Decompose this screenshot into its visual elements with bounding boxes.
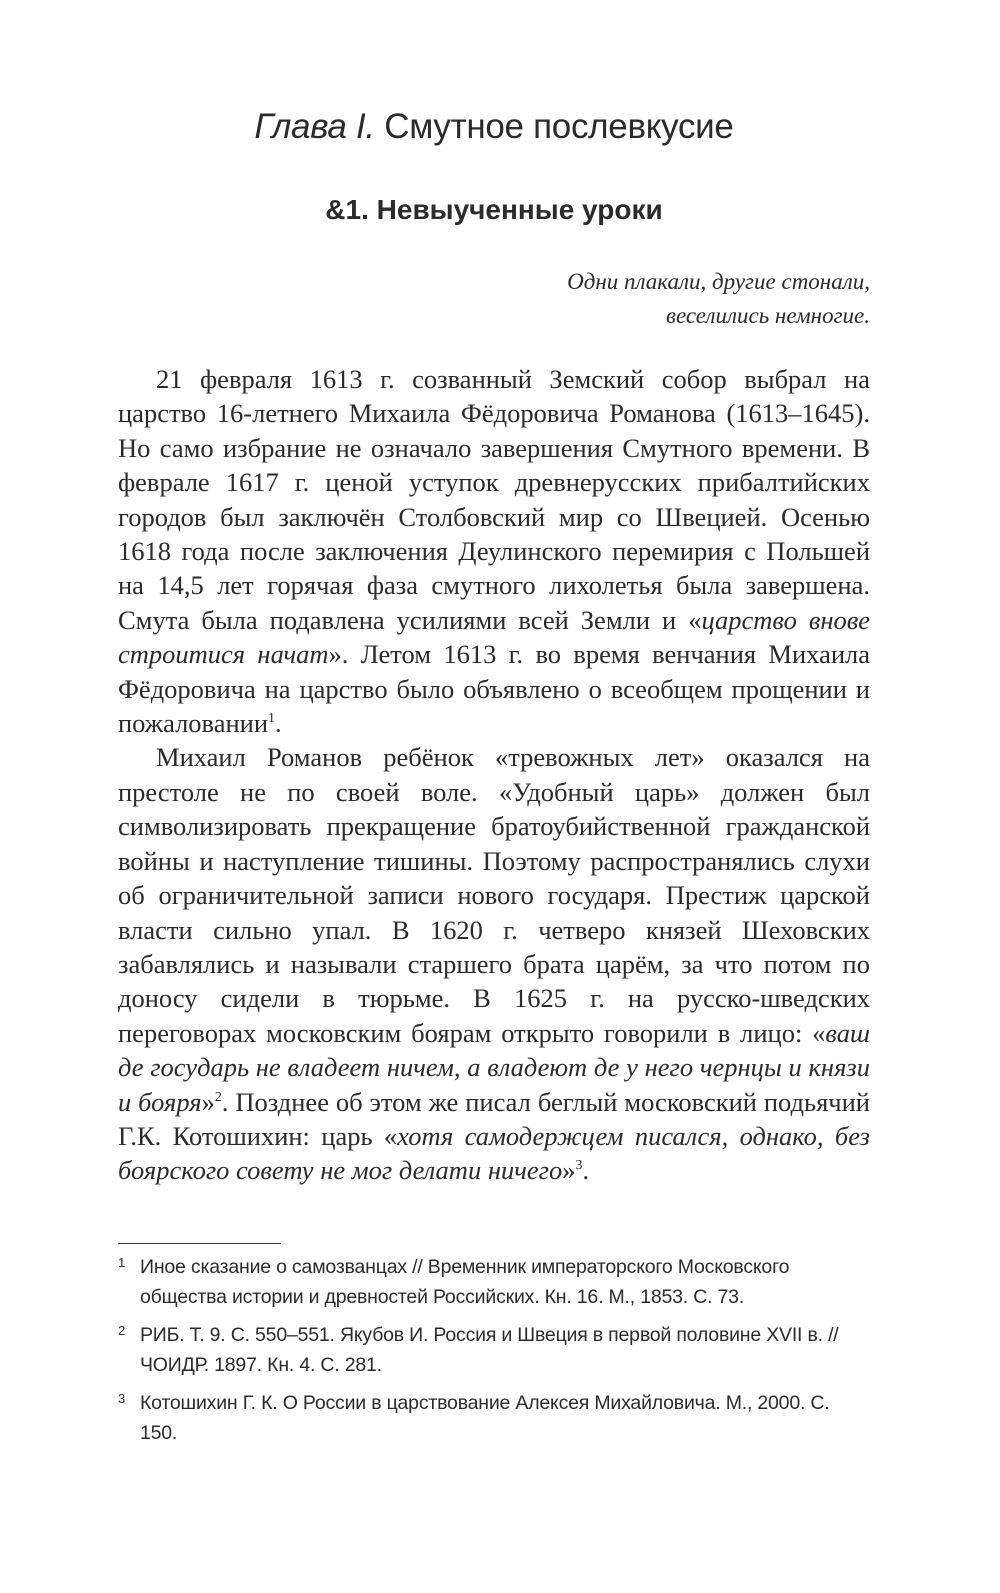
- paragraph-1: [118, 362, 870, 740]
- chapter-title: [118, 104, 870, 150]
- chapter-name: Смутное послевкусие: [384, 107, 734, 146]
- epigraph-line-2: веселились немногие.: [666, 303, 870, 328]
- paragraph-1-quote: царство внове строитися начат: [118, 604, 870, 670]
- footnote-number: 3: [118, 1391, 126, 1406]
- paragraph-1-text-a: 21 февраля 1613 г. созванный Земский собор выбрал на царство 16-летнего Михаила Фёдоровича Романова (1613–1645). Но само избрание не означало завершения Смутного времени. В феврале 1617 г. ценой уступок древнерусских прибалтийских городов был заключён Столбовский мир со Швецией. Осенью 1618 года после заключения Деулинского перемирия с Польшей на 14,5 лет горячая фаза смутного лихолетья была завершена. Смута была подавлена усилиями всей Земли и «: [118, 364, 870, 635]
- paragraph-2-quote-2: хотя самодержцем писался, однако, без боярского совету не мог делати ничего: [118, 1120, 870, 1186]
- epigraph-line-1: Одни плакали, другие стонали,: [567, 269, 870, 294]
- footnote-ref-1[interactable]: 1: [268, 711, 276, 727]
- footnote-3: [118, 1388, 870, 1448]
- chapter-label: Глава I.: [254, 107, 375, 146]
- paragraph-2-text-d: »: [562, 1155, 576, 1186]
- paragraph-2-quote-1: ваш де государь не владеет ничем, а владеют де у него чернцы и князи и бояря: [118, 1017, 870, 1117]
- paragraph-1-text-b: ». Летом 1613 г. во время венчания Михаила Фёдоровича на царство было объявлено о всеобщем прощении и пожаловании: [118, 639, 870, 739]
- epigraph: [370, 265, 870, 333]
- footnote-2: [118, 1320, 870, 1380]
- paragraph-2-text-b: »: [201, 1086, 215, 1117]
- footnote-ref-3[interactable]: 3: [575, 1158, 583, 1174]
- footnotes: [118, 1252, 870, 1456]
- footnote-text: Иное сказание о самозванцах // Временник императорского Московского общества истории и древностей Российских. Кн. 16. М., 1853. С. 73.: [140, 1256, 790, 1308]
- paragraph-2-text-a: Михаил Романов ребёнок «тревожных лет» оказался на престоле не по своей воле. «Удобный царь» должен был символизировать прекращение братоубийственной гражданской войны и наступление тишины. Поэтому распространялись слухи об ограничительной записи нового государя. Престиж царской власти сильно упал. В 1620 г. четверо князей Шеховских забавлялись и называли старшего брата царём, за что потом по доносу сидели в тюрьме. В 1625 г. на русско-шведских переговорах московским боярам открыто говорили в лицо: «: [118, 742, 870, 1048]
- footnote-1: [118, 1252, 870, 1312]
- paragraph-2: [118, 740, 870, 1187]
- footnote-text: Котошихин Г. К. О России в царствование Алексея Михайловича. М., 2000. С. 150.: [140, 1392, 830, 1444]
- footnote-number: 2: [118, 1323, 126, 1338]
- body-text: [118, 362, 870, 1188]
- section-title: &1. Невыученные уроки: [325, 194, 663, 225]
- footnote-divider: [118, 1243, 281, 1244]
- footnote-number: 1: [118, 1255, 126, 1270]
- footnote-ref-2[interactable]: 2: [214, 1089, 222, 1105]
- footnote-text: РИБ. Т. 9. С. 550–551. Якубов И. Россия и Швеция в первой половине XVII в. // ЧОИДР. 1897. Кн. 4. С. 281.: [140, 1324, 839, 1376]
- paragraph-2-text-c: . Позднее об этом же писал беглый московский подьячий Г.К. Котошихин: царь «: [118, 1086, 870, 1151]
- paragraph-2-text-e: .: [582, 1155, 590, 1186]
- paragraph-1-text-c: .: [275, 708, 282, 739]
